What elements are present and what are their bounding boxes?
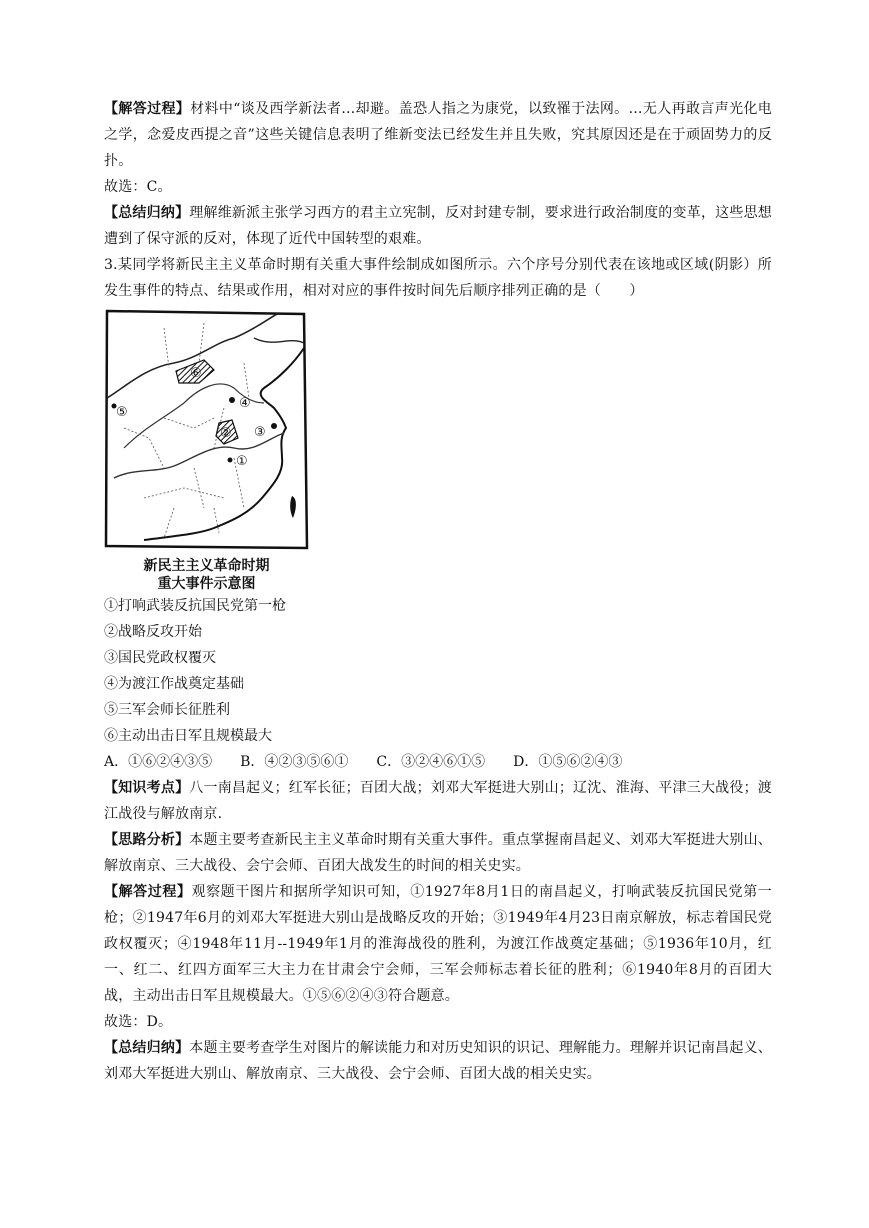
- map-caption-line1: 新民主主义革命时期: [143, 558, 270, 574]
- event-item: ⑤三军会师长征胜利: [104, 702, 230, 718]
- event-item: ④为渡江作战奠定基础: [104, 676, 244, 692]
- map-marker-5: ⑤: [116, 405, 128, 420]
- map-marker-3: ③: [254, 425, 266, 440]
- knowledge-label: 【知识考点】: [104, 780, 190, 796]
- event-item: ②战略反攻开始: [104, 624, 202, 640]
- event-list: [104, 593, 772, 749]
- summary-text: 本题主要考查学生对图片的解读能力和对历史知识的识记、理解能力。理解并识记南昌起义、刘邓大军挺进大别山、解放南京、三大战役、会宁会师、百团大战的相关史实。: [104, 1040, 772, 1082]
- q3-analysis: [104, 827, 772, 879]
- map-caption-line2: 重大事件示意图: [157, 576, 256, 592]
- map-frame: [106, 311, 307, 548]
- sec1-process-label: 【解答过程】: [104, 101, 191, 117]
- event-item: ①打响武装反抗国民党第一枪: [104, 598, 286, 614]
- dot-4: [229, 397, 235, 403]
- sec1-summary-label: 【总结归纳】: [104, 205, 190, 221]
- q3-knowledge: [104, 775, 772, 827]
- sec1-process: [104, 96, 772, 174]
- sec1-summary-text: 理解维新派主张学习西方的君主立宪制，反对封建专制，要求进行政治制度的变革，这些思想遭到了保守派的反对，体现了近代中国转型的艰难。: [104, 205, 772, 247]
- map-caption: [104, 557, 309, 593]
- q3-stem: 3.某同学将新民主主义革命时期有关重大事件绘制成如图所示。六个序号分别代表在该地或区域(阴影）所发生事件的特点、结果或作用，相对对应的事件按时间先后顺序排列正确的是（ ）: [104, 257, 772, 299]
- summary-label: 【总结归纳】: [104, 1040, 190, 1056]
- map-figure: [104, 308, 309, 593]
- sec1-answer: 故选：C。: [104, 179, 172, 195]
- dot-3: [271, 423, 277, 429]
- sec1-summary: [104, 200, 772, 252]
- q3-answer: 故选：D。: [104, 1014, 173, 1030]
- answer-choices: A．①⑥②④③⑤ B．④②③⑤⑥① C．③②④⑥①⑤ D．①⑤⑥②④③: [104, 754, 623, 770]
- event-item: ⑥主动出击日军且规模最大: [104, 728, 272, 744]
- map-marker-4: ④: [239, 396, 251, 411]
- event-item: ③国民党政权覆灭: [104, 650, 216, 666]
- process-label: 【解答过程】: [104, 884, 192, 900]
- knowledge-text: 八一南昌起义；红军长征；百团大战；刘邓大军挺进大别山；辽沈、淮海、平津三大战役；渡江战役与解放南京.: [104, 780, 772, 822]
- dot-1: [228, 458, 233, 463]
- analysis-text: 本题主要考查新民主主义革命时期有关重大事件。重点掌握南昌起义、刘邓大军挺进大别山、解放南京、三大战役、会宁会师、百团大战发生的时间的相关史实。: [104, 832, 772, 874]
- map-marker-6: ⑥: [190, 366, 202, 381]
- china-map: [104, 308, 309, 553]
- map-marker-2: ②: [220, 426, 232, 441]
- q3-process: [104, 879, 772, 1009]
- document-page: [104, 96, 772, 1087]
- map-marker-1: ①: [236, 454, 248, 469]
- q3-summary: [104, 1035, 772, 1087]
- sec1-process-text: 材料中“谈及西学新法者…却避。盖恐人指之为康党，以致罹于法网。…无人再敢言声光化电之学，念爱皮西提之音”这些关键信息表明了维新变法已经发生并且失败，究其原因还是在于顽固势力的反扑。: [104, 101, 772, 169]
- analysis-label: 【思路分析】: [104, 832, 190, 848]
- process-text: 观察题干图片和据所学知识可知，①1927年8月1日的南昌起义，打响武装反抗国民党第一枪；②1947年6月的刘邓大军挺进大别山是战略反攻的开始；③1949年4月23日南京解放，标志着国民党政权覆灭；④1948年11月--1949年1月的淮海战役的胜利，为渡江作战奠定基础；⑤1936年10月，红一、红二、红四方面军三大主力在甘肃会宁会师，三军会师标志着长征的胜利；⑥1940年8月的百团大战，主动出击日军且规模最大。①⑤⑥②④③符合题意。: [104, 884, 772, 1004]
